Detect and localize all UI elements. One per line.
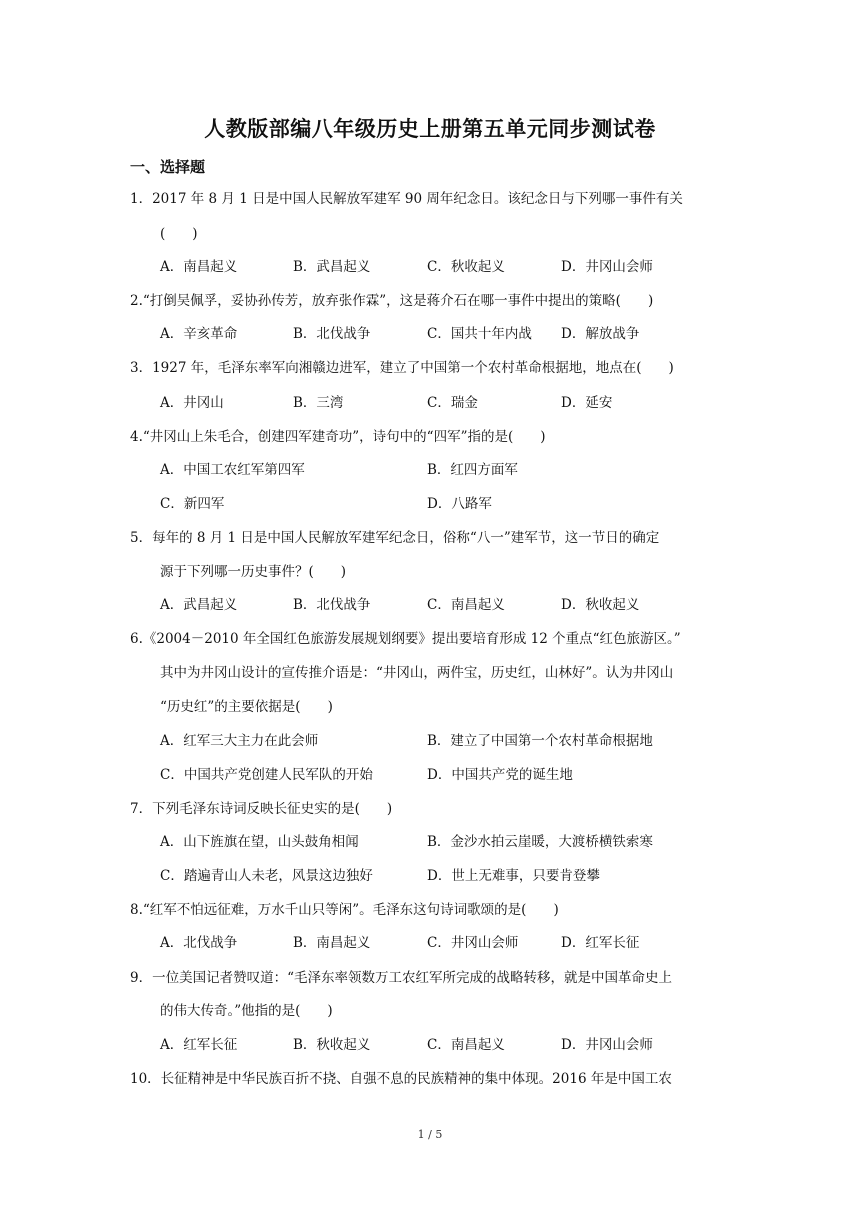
question-1-line-1: 1．2017 年 8 月 1 日是中国人民解放军建军 90 周年纪念日。该纪念日与下列哪一事件有关 (130, 191, 683, 207)
question-5-option-b: B．北伐战争 (293, 597, 371, 613)
question-10-line-1: 10．长征精神是中华民族百折不挠、自强不息的民族精神的集中体现。2016 年是中国工农 (130, 1071, 672, 1087)
question-6-option-b: B．建立了中国第一个农村革命根据地 (427, 733, 653, 749)
section-heading: 一、选择题 (130, 158, 206, 176)
question-3-option-b: B．三湾 (293, 395, 344, 411)
question-7-option-c: C．踏遍青山人未老，风景这边独好 (160, 868, 373, 884)
question-9-option-b: B．秋收起义 (293, 1037, 371, 1053)
question-9-line-1: 9．一位美国记者赞叹道：“毛泽东率领数万工农红军所完成的战略转移，就是中国革命史上 (130, 970, 672, 986)
question-1-option-c: C．秋收起义 (427, 259, 505, 275)
question-2-option-c: C．国共十年内战 (427, 326, 532, 342)
page-number: 1 / 5 (417, 1128, 443, 1141)
question-3-option-a: A．井冈山 (160, 395, 224, 411)
question-8-option-c: C．井冈山会师 (427, 935, 519, 951)
question-9-line-2: 的伟大传奇。”他指的是( ) (160, 1003, 333, 1019)
question-3-line-1: 3．1927 年，毛泽东率军向湘赣边进军，建立了中国第一个农村革命根据地，地点在( ) (130, 360, 674, 376)
question-8-option-b: B．南昌起义 (293, 935, 371, 951)
question-1-option-a: A．南昌起义 (160, 259, 238, 275)
question-2-option-a: A．辛亥革命 (160, 326, 238, 342)
question-6-line-2: 其中为井冈山设计的宣传推介语是：“井冈山，两件宝，历史红，山林好”。认为井冈山 (160, 665, 674, 681)
question-5-option-c: C．南昌起义 (427, 597, 505, 613)
question-1-line-2: ( ) (160, 226, 198, 242)
question-8-line-1: 8.“红军不怕远征难，万水千山只等闲”。毛泽东这句诗词歌颂的是( ) (130, 902, 559, 918)
question-4-option-b: B．红四方面军 (427, 462, 518, 478)
question-9-option-c: C．南昌起义 (427, 1037, 505, 1053)
question-1-option-d: D．井冈山会师 (561, 259, 653, 275)
question-9-option-a: A．红军长征 (160, 1037, 238, 1053)
question-9-option-d: D．井冈山会师 (561, 1037, 653, 1053)
question-6-option-d: D．中国共产党的诞生地 (427, 767, 573, 783)
question-2-option-d: D．解放战争 (561, 326, 640, 342)
question-6-line-3: “历史红”的主要依据是( ) (160, 699, 333, 715)
question-6-line-1: 6.《2004－2010 年全国红色旅游发展规划纲要》提出要培育形成 12 个重点“红色旅游区。” (130, 631, 681, 647)
document-title: 人教版部编八年级历史上册第五单元同步测试卷 (204, 117, 656, 141)
question-8-option-a: A．北伐战争 (160, 935, 238, 951)
question-6-option-a: A．红军三大主力在此会师 (160, 733, 319, 749)
question-2-option-b: B．北伐战争 (293, 326, 371, 342)
question-4-option-a: A．中国工农红军第四军 (160, 462, 305, 478)
question-3-option-d: D．延安 (561, 395, 613, 411)
question-2-line-1: 2.“打倒吴佩孚，妥协孙传芳，放弃张作霖”，这是蒋介石在哪一事件中提出的策略( ) (130, 293, 654, 309)
question-6-option-c: C．中国共产党创建人民军队的开始 (160, 767, 373, 783)
question-5-option-a: A．武昌起义 (160, 597, 238, 613)
question-7-option-b: B．金沙水拍云崖暖，大渡桥横铁索寒 (427, 834, 653, 850)
question-3-option-c: C．瑞金 (427, 395, 478, 411)
question-7-option-a: A．山下旌旗在望，山头鼓角相闻 (160, 834, 359, 850)
question-5-option-d: D．秋收起义 (561, 597, 640, 613)
question-8-option-d: D．红军长征 (561, 935, 640, 951)
question-5-line-1: 5．每年的 8 月 1 日是中国人民解放军建军纪念日，俗称“八一”建军节，这一节日的确定 (130, 530, 660, 546)
question-1-option-b: B．武昌起义 (293, 259, 371, 275)
question-7-line-1: 7．下列毛泽东诗词反映长征史实的是( ) (130, 801, 393, 817)
question-4-line-1: 4.“井冈山上朱毛合，创建四军建奇功”，诗句中的“四军”指的是( ) (130, 429, 546, 445)
question-5-line-2: 源于下列哪一历史事件？( ) (160, 564, 347, 580)
question-4-option-c: C．新四军 (160, 496, 225, 512)
question-7-option-d: D．世上无难事，只要肯登攀 (427, 868, 600, 884)
question-4-option-d: D．八路军 (427, 496, 492, 512)
